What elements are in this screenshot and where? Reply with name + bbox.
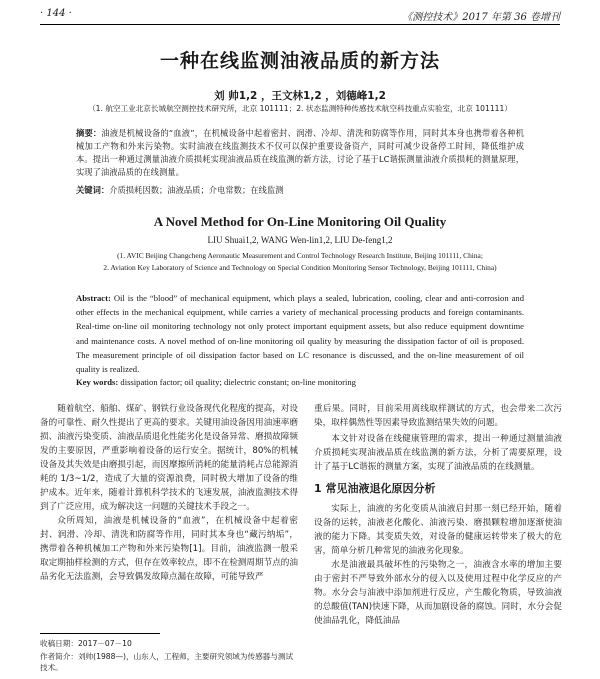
en-abstract bbox=[76, 291, 524, 376]
footnote-rule bbox=[40, 633, 160, 634]
cn-abstract-label: 摘要： bbox=[76, 128, 102, 138]
cn-authors: 刘 帅1,2 ，王文林1,2 ，刘德峰1,2 bbox=[214, 90, 386, 102]
footnote-author-info: 作者简介：刘帅(1988—)，山东人，工程师，主要研究领域为传感器与测试技术。 bbox=[40, 652, 294, 672]
body-paragraph: 本文针对设备在线健康管理的需求，提出一种通过测量油液介质损耗实现油液品质在线监测的新方法，分析了需要原理，设计了基于LC谐振的测量方案，实现了油液品质的在线测量。 bbox=[314, 434, 562, 472]
en-keywords bbox=[76, 377, 524, 387]
page-number: · 144 · bbox=[40, 8, 72, 19]
cn-keywords-label: 关键词： bbox=[76, 185, 110, 195]
cn-keywords-text: 介质损耗因数；油液品质；介电常数；在线监测 bbox=[109, 185, 284, 195]
en-abstract-label: Abstract: bbox=[76, 293, 111, 303]
en-authors: LIU Shuai1,2, WANG Wen-lin1,2, LIU De-feng1,2 bbox=[207, 235, 393, 245]
header-rule bbox=[40, 24, 560, 25]
cn-abstract bbox=[76, 127, 524, 179]
en-keywords-label: Key words: bbox=[76, 377, 119, 387]
cn-affiliation: （1. 航空工业北京长城航空测控技术研究所，北京 101111；2. 状态监测特种传感技术航空科技重点实验室，北京 101111） bbox=[88, 104, 512, 113]
body-paragraph: 实际上，油液的劣化变质从油液启封那一刻已经开始，随着设备的运转，油液老化酸化、油液污染、磨损颗粒增加逐渐使油液的能力下降。其变质失效，对设备的健康运转带来了极大的危害，简单分析几种常见的油液劣化现象。 bbox=[314, 504, 562, 556]
body-paragraph: 水是油液最具破坏性的污染物之一，油液含水率的增加主要由于密封不严导致外部水分的侵入以及使用过程中化学反应的产物。水分会与油液中添加剂进行反应，产生酸化物质，导致油液的总酸值(TAN)快速下降，从而加剧设备的腐蚀。同时，水分会促使油品乳化，降低油品 bbox=[314, 560, 562, 626]
cn-title: 一种在线监测油液品质的新方法 bbox=[159, 50, 440, 72]
en-title: A Novel Method for On-Line Monitoring Oil Quality bbox=[153, 214, 447, 229]
body-paragraph: 众所周知，油液是机械设备的“血液”，在机械设备中起着密封、润滑、冷却、清洗和防腐等作用，同时其本身也“藏污纳垢”，携带着各种机械加工产物和外来污染物[1]。目前，油液监测一般采取定期抽样检测的方式，但存在效率较点，即不在检测周期节点的油品劣化无法监测，会导致偶发故障点漏在故障，可能导致严 bbox=[40, 516, 298, 582]
en-affiliation-2: 2. Aviation Key Laboratory of Science and Technology on Special Condition Monitoring Sensor Technology, Beijing 101111, China) bbox=[103, 263, 497, 272]
en-keywords-text: dissipation factor; oil quality; dielectric constant; on-line monitoring bbox=[120, 377, 356, 387]
section-heading: 1 常见油液退化原因分析 bbox=[314, 482, 436, 495]
cn-abstract-text: 油液是机械设备的“血液”，在机械设备中起着密封、润滑、冷却、清洗和防腐等作用，同时其本身也携带着各种机械加工产物和外来污染物。实时油液在线监测技术不仅可以保护重要设备资产，同时可减少设备停工时间，降低维护成本。提出一种通过测量油液介质损耗实现油液品质在线监测的新方法，讨论了基于LC谐振测量油液介质损耗的测量原理，实现了油液品质的在线测量。 bbox=[76, 128, 524, 177]
en-abstract-text: Oil is the “blood” of mechanical equipment, which plays a sealed, lubrication, cooling, clear and anti-corrosion and other effects in the mechanical equipment, while carries a variety of mechanical processing products and foreign contaminants. Real-time on-line oil monitoring technology not only protect important equipment assets, but also reduce equipment downtime and maintenance costs. A novel method of on-line monitoring oil quality by measuring the dissipation factor of oil is proposed. The measurement principle of oil dissipation factor based on LC resonance is discussed, and the on-line measurement of oil quality is realized. bbox=[76, 293, 524, 375]
en-affiliation-1: (1. AVIC Beijing Changcheng Aeronautic Measurement and Control Technology Research Institute, Beijing 101111, China; bbox=[117, 251, 483, 260]
cn-keywords bbox=[76, 184, 524, 197]
body-paragraph: 随着航空、船舶、煤矿、钢铁行业设备现代化程度的提高，对设备的可靠性、耐久性提出了更高的要求。关键用油设备因用油速率磨损、油液污染变质、油液品质退化性能劣化是设备异常、磨损故障频发的主要原因，严重影响着设备的运行安全。据统计，80%的机械设备及其失效是由磨损引起，而因摩擦所消耗的能量消耗占总能源消耗的 1/3~1/2，造成了大量的资源浪费，同时极大增加了设备的维护成本。近年来，随着计算机科学技术的飞速发展，油液监测技术得到了广泛应用，成为解决这一问题的关键技术手段之一。 bbox=[40, 404, 298, 512]
body-paragraph: 重后果。同时，目前采用离线取样测试的方式，也会带来二次污染，取样偶然性等因素导致监测结果失效的问题。 bbox=[314, 404, 562, 428]
journal-header: 《测控技术》2017 年第 36 卷增刊 bbox=[402, 12, 560, 23]
footnote-received: 收稿日期：2017－07－10 bbox=[40, 639, 132, 648]
body-left-column bbox=[40, 402, 298, 584]
body-right-column bbox=[314, 402, 562, 628]
